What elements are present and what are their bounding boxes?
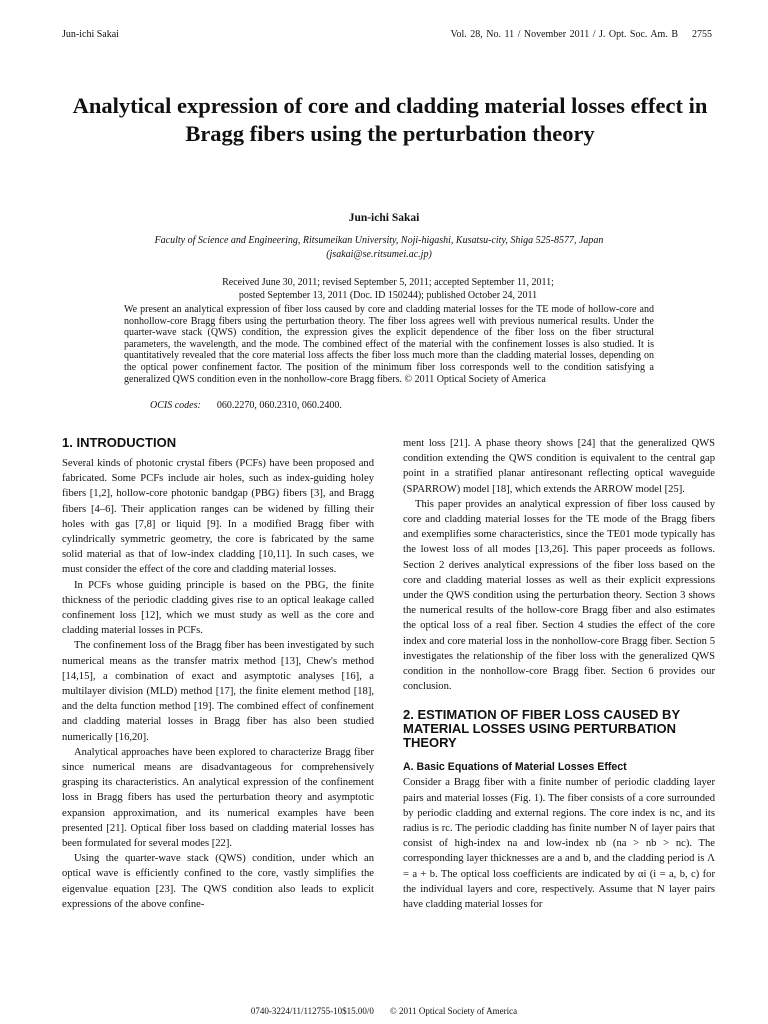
- paragraph: Analytical approaches have been explored to characterize Bragg fiber since numerical means are disadvantageous for comprehensively grasping its characteristics. An analytical expression of the confinement loss in Bragg fibers has used the perturbation theory and asymptotic expansion approximation, and its numerical examples have been presented [21]. Optical fiber loss based on cladding material losses has been formulated for several modes [22].: [62, 746, 374, 850]
- footer-copyright: © 2011 Optical Society of America: [389, 1006, 518, 1016]
- author-email: (jsakai@se.ritsumei.ac.jp): [326, 249, 432, 260]
- subsection-heading: A. Basic Equations of Material Losses Effect: [403, 761, 627, 774]
- section-heading-estimation: 2. ESTIMATION OF FIBER LOSS CAUSED BY MATERIAL LOSSES USING PERTURBATION THEORY: [403, 707, 680, 751]
- paragraph: ment loss [21]. A phase theory shows [24] that the generalized QWS condition extending the QWS condition is equivalent to the central gap point in a stratified planar antiresonant reflecting optical waveguide (SPARROW) model [18], which extends the ARROW model [25].: [403, 438, 715, 495]
- author-name: Jun-ichi Sakai: [348, 212, 420, 224]
- article-code: 0740-3224/11/112755-10$15.00/0: [250, 1006, 374, 1016]
- section-heading-introduction: 1. INTRODUCTION: [62, 435, 177, 450]
- ocis-codes: [150, 400, 342, 411]
- journal-citation: Vol. 28, No. 11 / November 2011 / J. Opt. Soc. Am. B: [450, 29, 678, 40]
- dates-line-1: Received June 30, 2011; revised September 5, 2011; accepted September 11, 2011;: [222, 277, 554, 288]
- dates-line-2: posted September 13, 2011 (Doc. ID 150244); published October 24, 2011: [238, 290, 538, 301]
- paragraph: The confinement loss of the Bragg fiber has been investigated by such numerical means as the transfer matrix method [13], Chew's method [14,15], a combination of exact and asymptotic analyses [16], a multilayer division (MLD) method [17], the finite element method [18], and the delta function method [19]. The combined effect of confinement and cladding material losses in Bragg fiber has also been studied numerically [16,20].: [62, 640, 374, 743]
- affiliation-text: Faculty of Science and Engineering, Ritsumeikan University, Noji-higashi, Kusatsu-city, Shiga 525-8577, Japan: [154, 235, 604, 246]
- ocis-values: 060.2270, 060.2310, 060.2400.: [216, 400, 342, 411]
- paragraph: In PCFs whose guiding principle is based on the PBG, the finite thickness of the periodic cladding gives rise to an optical leakage called confinement loss [12], which we must study as well as the core and cladding material losses in PCFs.: [62, 579, 374, 637]
- abstract: We present an analytical expression of fiber loss caused by core and cladding material losses for the TE mode of hollow-core and nonhollow-core Bragg fibers using the perturbation theory. The fiber loss agrees well with previous numerical results. Under the quarter-wave stack (QWS) condition, the expression gives the explicit dependence of the fiber loss on the fiber structural parameters, the wavelength, and the mode. The combined effect of the material with the confinement losses is also studied. It is quantitatively revealed that the core material loss affects the fiber loss much more than the cladding material losses, depending on the optical power confinement factor. The position of the minimum fiber loss corresponds well to the condition satisfying a generalized QWS condition even in the nonhollow-core Bragg fibers. © 2011 Optical Society of America: [124, 304, 654, 385]
- running-head-author: Jun-ichi Sakai: [62, 29, 119, 40]
- ocis-label: OCIS codes:: [150, 400, 201, 411]
- paragraph: Consider a Bragg fiber with a finite number of periodic cladding layer pairs and material losses (Fig. 1). The fiber consists of a core surrounded by periodic cladding and external regions. The core index is nc, and its radius is rc. The periodic cladding has finite number N of layer pairs that consist of high-index na and low-index nb (na > nb > nc). The corresponding layer thicknesses are a and b, and the cladding period is Λ = a + b. The optical loss coefficients are indicated by αi (i = a, b, c) for the individual layers and core, respectively. Assume that N layer pairs have cladding material losses for: [403, 777, 715, 911]
- running-head-journal: [451, 29, 712, 40]
- left-column: [62, 436, 374, 912]
- page-footer: [0, 1006, 768, 1016]
- publication-dates: [110, 276, 666, 302]
- right-column: [403, 436, 715, 912]
- paragraph: Several kinds of photonic crystal fibers (PCFs) have been proposed and fabricated. Some PCFs include air holes, such as index-guiding holey fibers [1,2], hollow-core photonic bandgap (PBG) fibers [3], and Bragg fibers [4–6]. Their application ranges can be widened by filling their holes with gas [7,8] or liquid [9]. In a modified Bragg fiber with cylindrically symmetric geometry, the core is fabricated by the same solid material as that of low-index cladding [10,11]. In such cases, we must consider the effect of the core and cladding material losses.: [62, 458, 374, 576]
- paragraph: Using the quarter-wave stack (QWS) condition, under which an optical wave is efficiently confined to the core, vastly simplifies the eigenvalue equation [23]. The QWS condition also leads to explicit expressions of the above confine-: [62, 853, 374, 910]
- paper-title: Analytical expression of core and cladding material losses effect in Bragg fibers using the perturbation theory: [72, 93, 708, 146]
- page-number: 2755: [692, 29, 712, 40]
- affiliation: [80, 234, 678, 262]
- paragraph: This paper provides an analytical expression of fiber loss caused by core and cladding material losses for the TE mode of the Bragg fibers and exemplifies some characteristics, since the TE01 mode typically has the lowest loss of all modes [13,26]. This paper proceeds as follows. Section 2 derives analytical expressions of the fiber loss based on the core and cladding material losses as well as their explicit expressions under the QWS condition using the perturbation theory. Section 3 shows the numerical results of the hollow-core Bragg fiber and also estimates the optical loss of a real fiber. Section 4 studies the effect of the core index and core material loss in the nonhollow-core Bragg fiber. Section 5 investigates the relationship of the fiber loss with the generalized QWS condition in the nonhollow-core Bragg fiber. Section 6 provides our conclusion.: [403, 498, 715, 693]
